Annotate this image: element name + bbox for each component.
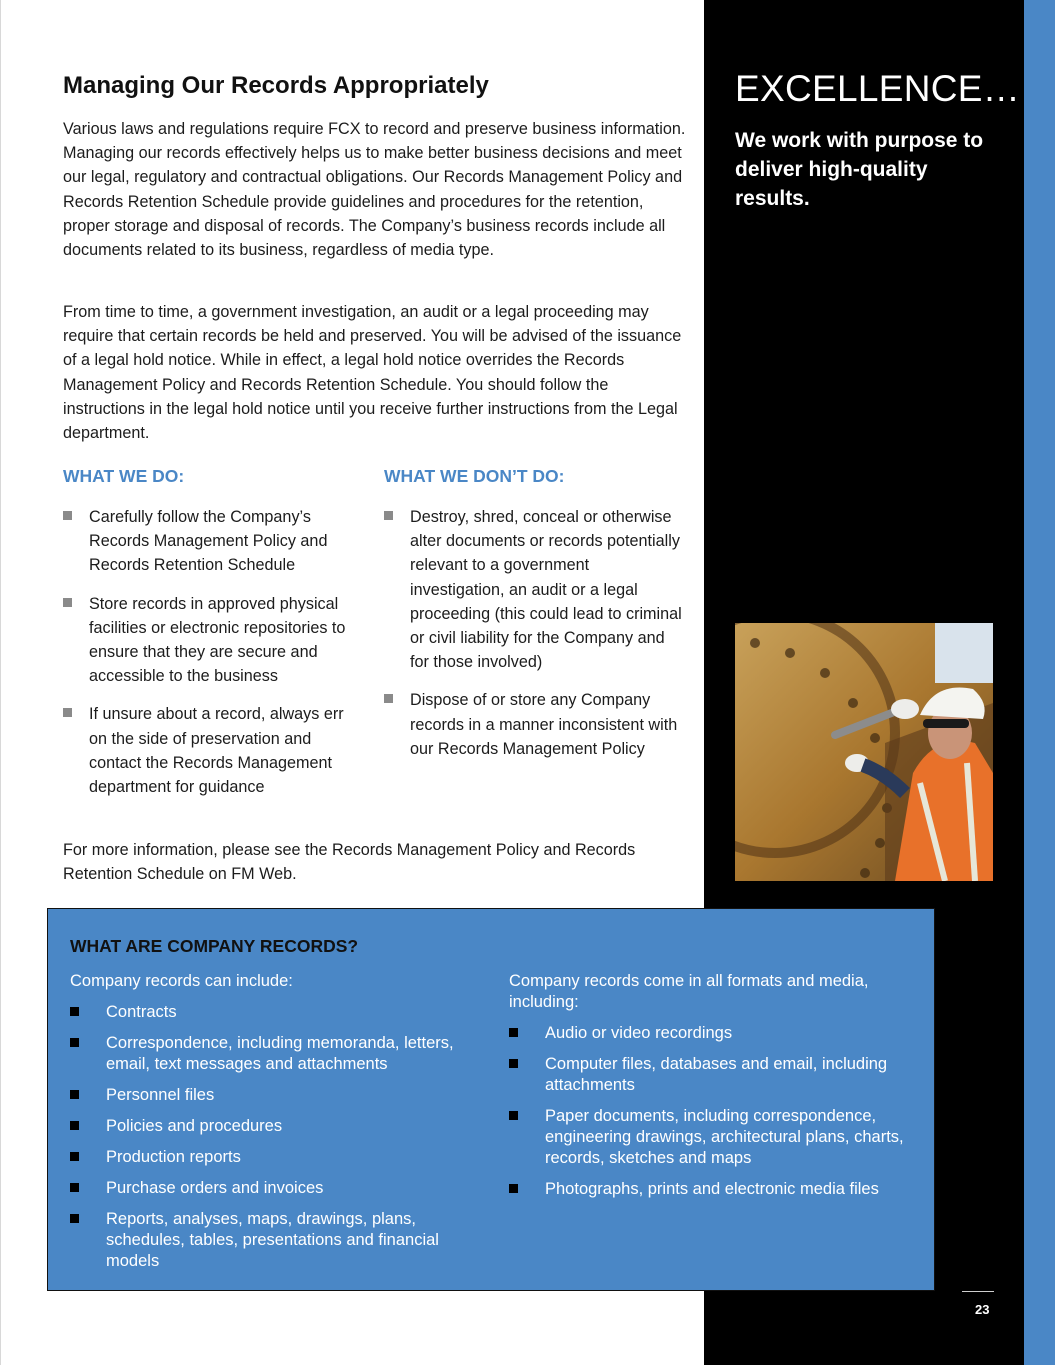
- list-item: [509, 1179, 909, 1200]
- list-item-text: Destroy, shred, conceal or otherwise alter documents or records potentially relevant to a government investigation, an audit or a legal proceeding (this could lead to criminal or civil liability for the Company and for those involved): [410, 508, 682, 672]
- sidebar-heading: EXCELLENCE…: [735, 68, 1021, 109]
- records-right-intro: Company records come in all formats and media, including:: [509, 972, 869, 1011]
- legal-hold-paragraph: From time to time, a government investigation, an audit or a legal proceeding may require that certain records be held and preserved. You will be advised of the issuance of a legal hold notice. While in effect, a legal hold notice overrides the Records Management Policy and Records Retention Schedule. You should follow the instructions in the legal hold notice until you receive further instructions from the Legal department.: [63, 303, 682, 443]
- bullet-square-icon: [509, 1184, 518, 1193]
- bullet-square-icon: [70, 1007, 79, 1016]
- bullet-square-icon: [70, 1152, 79, 1161]
- what-we-do-heading: WHAT WE DO:: [63, 466, 185, 486]
- list-item-text: Reports, analyses, maps, drawings, plans, schedules, tables, presentations and financial models: [106, 1210, 439, 1270]
- list-item: [63, 505, 363, 578]
- list-item: [509, 1023, 909, 1044]
- list-item: [63, 702, 363, 799]
- what-we-dont-do-heading: WHAT WE DON’T DO:: [384, 466, 565, 486]
- list-item: [70, 1085, 470, 1106]
- bullet-square-icon: [509, 1059, 518, 1068]
- bullet-square-icon: [70, 1214, 79, 1223]
- edge-color-strip: [1024, 0, 1055, 1365]
- list-item-text: Audio or video recordings: [545, 1024, 733, 1042]
- worker-photo: [735, 623, 993, 881]
- list-item-text: Production reports: [106, 1148, 241, 1166]
- list-item: [70, 1033, 470, 1075]
- list-item: [384, 688, 684, 761]
- bullet-square-icon: [63, 598, 72, 607]
- list-item-text: Store records in approved physical facilities or electronic repositories to ensure that they are secure and accessible to the business: [89, 594, 346, 686]
- more-info-paragraph: For more information, please see the Records Management Policy and Records Retention Schedule on FM Web.: [63, 841, 636, 884]
- bullet-square-icon: [63, 511, 72, 520]
- list-item: [70, 1178, 470, 1199]
- records-left-intro: Company records can include:: [70, 972, 293, 990]
- list-item-text: Photographs, prints and electronic media files: [545, 1180, 879, 1198]
- list-item-text: Dispose of or store any Company records in a manner inconsistent with our Records Management Policy: [410, 691, 678, 758]
- bullet-square-icon: [63, 708, 72, 717]
- bullet-square-icon: [70, 1121, 79, 1130]
- page-number-rule: [962, 1291, 994, 1292]
- bullet-square-icon: [509, 1111, 518, 1120]
- records-types-list: [70, 1002, 470, 1282]
- list-item: [70, 1116, 470, 1137]
- page-title: Managing Our Records Appropriately: [63, 72, 489, 99]
- bullet-square-icon: [70, 1183, 79, 1192]
- list-item-text: Computer files, databases and email, including attachments: [545, 1055, 888, 1094]
- records-box-title: WHAT ARE COMPANY RECORDS?: [70, 936, 359, 956]
- page-number: 23: [975, 1302, 990, 1317]
- list-item-text: Correspondence, including memoranda, letters, email, text messages and attachments: [106, 1034, 454, 1073]
- bullet-square-icon: [70, 1090, 79, 1099]
- list-item: [70, 1147, 470, 1168]
- list-item: [509, 1106, 909, 1169]
- bullet-square-icon: [384, 511, 393, 520]
- what-we-dont-do-list: [384, 505, 684, 775]
- intro-paragraph: Various laws and regulations require FCX to record and preserve business information. Managing our records effectively helps us to make better business decisions and meet our legal, regulatory and contractual obligations. Our Records Management Policy and Records Retention Schedule provide guidelines and procedures for the retention, proper storage and disposal of records. The Company’s business records include all documents related to its business, regardless of media type.: [63, 120, 686, 260]
- list-item: [384, 505, 684, 674]
- company-records-box: [47, 908, 935, 1291]
- list-item-text: If unsure about a record, always err on the side of preservation and contact the Records Management department for guidance: [89, 705, 344, 797]
- list-item-text: Carefully follow the Company’s Records Management Policy and Records Retention Schedule: [89, 508, 328, 575]
- list-item: [509, 1054, 909, 1096]
- page-edge-rule: [0, 0, 1, 1365]
- what-we-do-list: [63, 505, 363, 813]
- list-item-text: Paper documents, including correspondence, engineering drawings, architectural plans, charts, records, sketches and maps: [545, 1107, 904, 1167]
- list-item: [63, 592, 363, 689]
- list-item-text: Policies and procedures: [106, 1117, 283, 1135]
- bullet-square-icon: [384, 694, 393, 703]
- sidebar-tagline: We work with purpose to deliver high-quality results.: [735, 129, 984, 210]
- bullet-square-icon: [70, 1038, 79, 1047]
- bullet-square-icon: [509, 1028, 518, 1037]
- list-item: [70, 1002, 470, 1023]
- list-item-text: Contracts: [106, 1003, 177, 1021]
- list-item-text: Personnel files: [106, 1086, 215, 1104]
- records-formats-list: [509, 1023, 909, 1210]
- list-item-text: Purchase orders and invoices: [106, 1179, 324, 1197]
- list-item: [70, 1209, 470, 1272]
